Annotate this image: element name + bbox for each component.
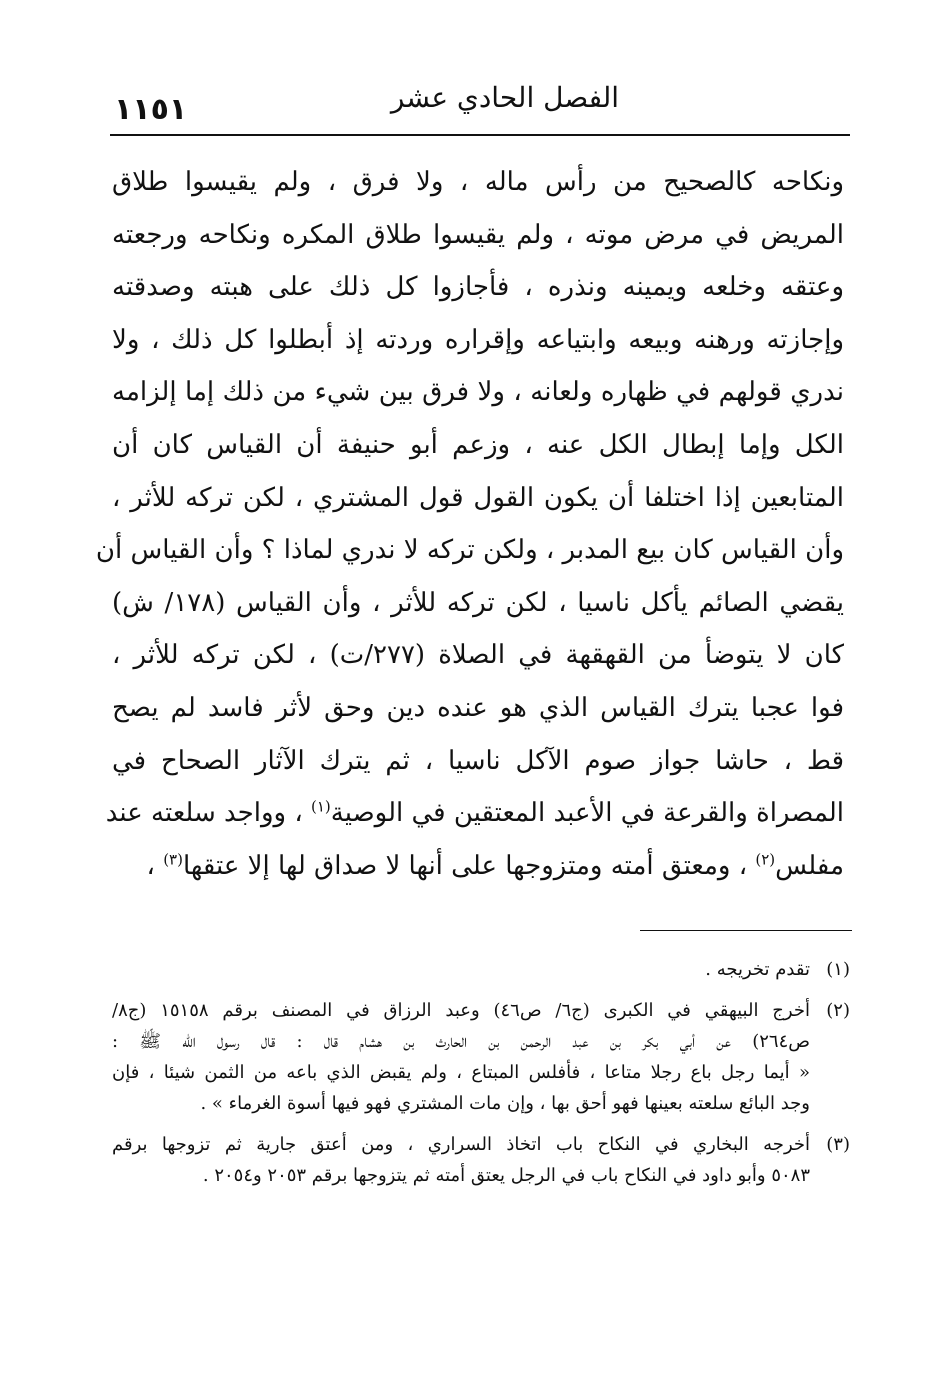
text-line: وأن القياس كان بيع المدبر ، ولكن تركه لا ندري لماذا ؟ وأن القياس أن xyxy=(95,535,844,566)
text-line xyxy=(112,840,844,893)
text-segment: ، وواجد سلعته عند xyxy=(105,798,311,829)
footnote-ref-1: (١) xyxy=(311,797,331,816)
footnote-ref-3: (٣) xyxy=(163,850,183,869)
text-line: كان لا يتوضأ من القهقهة في الصلاة (٢٧٧/ت) ، لكن تركه للأثر ، xyxy=(112,640,844,671)
footnote-marker: (٣) xyxy=(826,1134,850,1155)
footnote-ref-2: (٢) xyxy=(755,850,776,869)
text-line: يقضي الصائم يأكل ناسيا ، لكن تركه للأثر ، وأن القياس (١٧٨/ ش) xyxy=(112,587,845,618)
text-line: المريض في مرض موته ، ولم يقيسوا طلاق المكره ونكاحه ورجعته xyxy=(112,219,844,250)
footnotes xyxy=(112,954,850,1201)
page-number: ١١٥١ xyxy=(114,92,188,127)
text-segment: ، xyxy=(146,850,164,881)
main-text xyxy=(95,156,845,892)
footnote-line: « أيما رجل باع رجلا متاعا ، فأفلس المبتاع ، ولم يقبض الذي باعه من الثمن شيئا ، فإن xyxy=(112,1062,810,1083)
text-line: المتابعين إذا اختلفا أن يكون القول قول المشتري ، لكن تركه للأثر ، xyxy=(112,482,844,513)
footnote-1 xyxy=(112,954,850,985)
footnote-line: أخرجه البخاري في النكاح باب اتخاذ السراري ، ومن أعتق جارية ثم تزوجها برقم xyxy=(112,1134,810,1155)
footnote-line: تقدم تخريجه . xyxy=(705,959,810,980)
footnote-marker: (٢) xyxy=(826,1000,850,1021)
footnote-line: أخرج البيهقي في الكبرى (ج٦/ ص٤٦) وعبد الرزاق في المصنف برقم ١٥١٥٨ (ج٨/ xyxy=(112,1000,810,1021)
text-segment: ، ومعتق أمته ومتزوجها على أنها لا صداق لها إلا عتقها xyxy=(182,850,756,881)
text-line: الكل وإما إبطال الكل عنه ، وزعم أبو حنيفة أن القياس كان أن xyxy=(112,429,844,460)
text-line: ندري قولهم في ظهاره ولعانه ، ولا فرق بين شيء من ذلك إما إلزامه xyxy=(112,377,844,408)
text-line xyxy=(105,787,844,840)
footnote-2 xyxy=(112,995,850,1119)
footnote-line: ص٢٦٤) عن أبي بكر بن عبد الرحمن بن الحارث بن هشام قال : قال رسول الله ﷺ : xyxy=(112,1031,811,1052)
footnote-line: وجد البائع سلعته بعينها فهو أحق بها ، وإن مات المشتري فهو فيها أسوة الغرماء » . xyxy=(200,1093,810,1114)
footnote-line: ٥٠٨٣ وأبو داود في النكاح باب في الرجل يعتق أمته ثم يتزوجها برقم ٢٠٥٣ و٢٠٥٤ . xyxy=(202,1165,810,1186)
footnote-3 xyxy=(112,1129,850,1191)
text-segment: مفلس xyxy=(775,850,844,881)
chapter-title: الفصل الحادي عشر xyxy=(390,81,620,114)
text-line: فوا عجبا يترك القياس الذي هو عنده دين وحق لأثر فاسد لم يصح xyxy=(112,692,844,723)
text-line: وإجازته ورهنه وبيعه وابتياعه وإقراره وردته إذ أبطلوا كل ذلك ، ولا xyxy=(112,324,844,355)
footnote-separator xyxy=(640,930,852,931)
header-rule xyxy=(110,134,850,136)
text-line: وعتقه وخلعه ويمينه ونذره ، فأجازوا كل ذلك على هبته وصدقته xyxy=(112,272,844,303)
text-segment: المصراة والقرعة في الأعبد المعتقين في الوصية xyxy=(330,798,844,829)
text-line: قط ، حاشا جواز صوم الآكل ناسيا ، ثم يترك الآثار الصحاح في xyxy=(112,745,844,776)
text-line: ونكاحه كالصحيح من رأس ماله ، ولا فرق ، ولم يقيسوا طلاق xyxy=(112,167,844,197)
footnote-marker: (١) xyxy=(826,959,850,980)
